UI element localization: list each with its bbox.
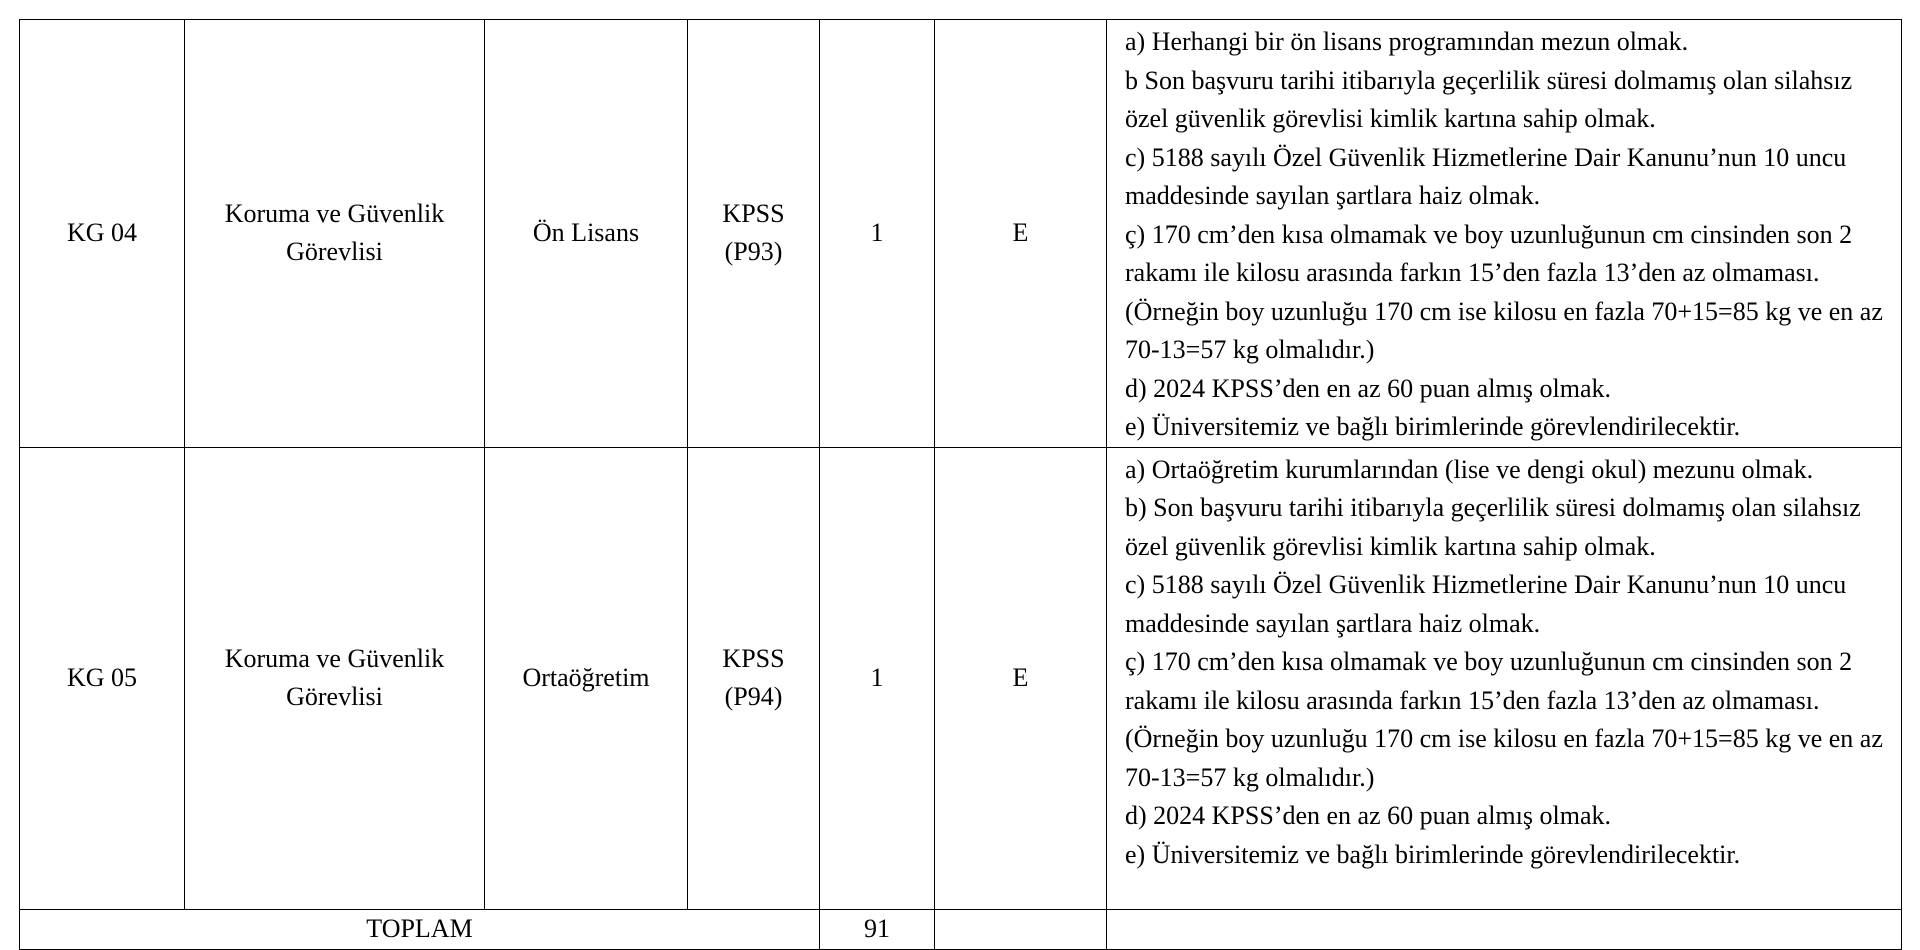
education-level: Ortaöğretim: [522, 662, 650, 692]
total-requirements-cell: [1107, 909, 1902, 949]
position-count: 1: [870, 218, 884, 247]
gender-cell: [935, 20, 1107, 448]
position-title-cell: [185, 447, 485, 909]
requirement-item: c) 5188 sayılı Özel Güvenlik Hizmetlerine Dair Kanunu’nun 10 uncu maddesinde sayılan şartlara haiz olmak.: [1125, 570, 1847, 638]
requirement-item: e) Üniversitemiz ve bağlı birimlerinde görevlendirilecektir.: [1125, 839, 1741, 869]
requirements-cell: [1107, 20, 1902, 448]
total-label-cell: [20, 909, 820, 949]
exam-score-type: (P93): [724, 237, 783, 267]
position-count-cell: [820, 447, 935, 909]
position-code-cell: [20, 20, 185, 448]
position-count-cell: [820, 20, 935, 448]
position-code-cell: [20, 447, 185, 909]
requirement-item: ç) 170 cm’den kısa olmamak ve boy uzunluğunun cm cinsinden son 2 rakamı ile kilosu arasında farkın 15’den fazla 13’den az olmaması. (Örneğin boy uzunluğu 170 cm ise kilosu en fazla 70+15=85 kg ve en az 70-13=57 kg olmalıdır.): [1125, 219, 1883, 364]
position-title-cell: [185, 20, 485, 448]
requirement-item: d) 2024 KPSS’den en az 60 puan almış olmak.: [1125, 373, 1611, 403]
gender-cell: [935, 447, 1107, 909]
total-count: 91: [864, 914, 890, 943]
requirement-item: b) Son başvuru tarihi itibarıyla geçerlilik süresi dolmamış olan silahsız özel güvenlik görevlisi kimlik kartına sahip olmak.: [1125, 493, 1861, 561]
positions-table: [19, 19, 1902, 950]
position-code: KG 05: [66, 662, 138, 692]
gender: E: [1012, 662, 1029, 692]
total-row: [20, 909, 1902, 949]
exam-score-type: (P94): [724, 682, 783, 711]
education-level-cell: [485, 20, 688, 448]
requirement-item: a) Herhangi bir ön lisans programından mezun olmak.: [1125, 27, 1689, 56]
requirement-item: d) 2024 KPSS’den en az 60 puan almış olmak.: [1125, 801, 1611, 830]
exam-type-cell: [688, 447, 820, 909]
gender: E: [1012, 218, 1029, 247]
total-count-cell: [820, 909, 935, 949]
requirement-item: a) Ortaöğretim kurumlarından (lise ve dengi okul) mezunu olmak.: [1125, 454, 1814, 484]
requirement-item: c) 5188 sayılı Özel Güvenlik Hizmetlerine Dair Kanunu’nun 10 uncu maddesinde sayılan şartlara haiz olmak.: [1125, 142, 1847, 210]
requirement-item: ç) 170 cm’den kısa olmamak ve boy uzunluğunun cm cinsinden son 2 rakamı ile kilosu arasında farkın 15’den fazla 13’den az olmaması. (Örneğin boy uzunluğu 170 cm ise kilosu en fazla 70+15=85 kg ve en az 70-13=57 kg olmalıdır.): [1125, 647, 1883, 792]
position-code: KG 04: [66, 218, 138, 247]
position-title: Koruma ve Güvenlik Görevlisi: [224, 643, 445, 711]
exam-type: KPSS: [722, 643, 785, 673]
education-level-cell: [485, 447, 688, 909]
position-count: 1: [870, 662, 884, 692]
exam-type-cell: [688, 20, 820, 448]
education-level: Ön Lisans: [532, 218, 640, 247]
requirements-cell: [1107, 447, 1902, 909]
requirement-item: b Son başvuru tarihi itibarıyla geçerlilik süresi dolmamış olan silahsız özel güvenlik görevlisi kimlik kartına sahip olmak.: [1125, 65, 1853, 133]
total-gender-cell: [935, 909, 1107, 949]
requirement-item: e) Üniversitemiz ve bağlı birimlerinde görevlendirilecektir.: [1125, 412, 1741, 441]
table-row: [20, 20, 1902, 448]
position-title: Koruma ve Güvenlik Görevlisi: [224, 198, 445, 267]
exam-type: KPSS: [722, 198, 785, 228]
total-label: TOPLAM: [366, 914, 473, 943]
table-row: [20, 447, 1902, 909]
